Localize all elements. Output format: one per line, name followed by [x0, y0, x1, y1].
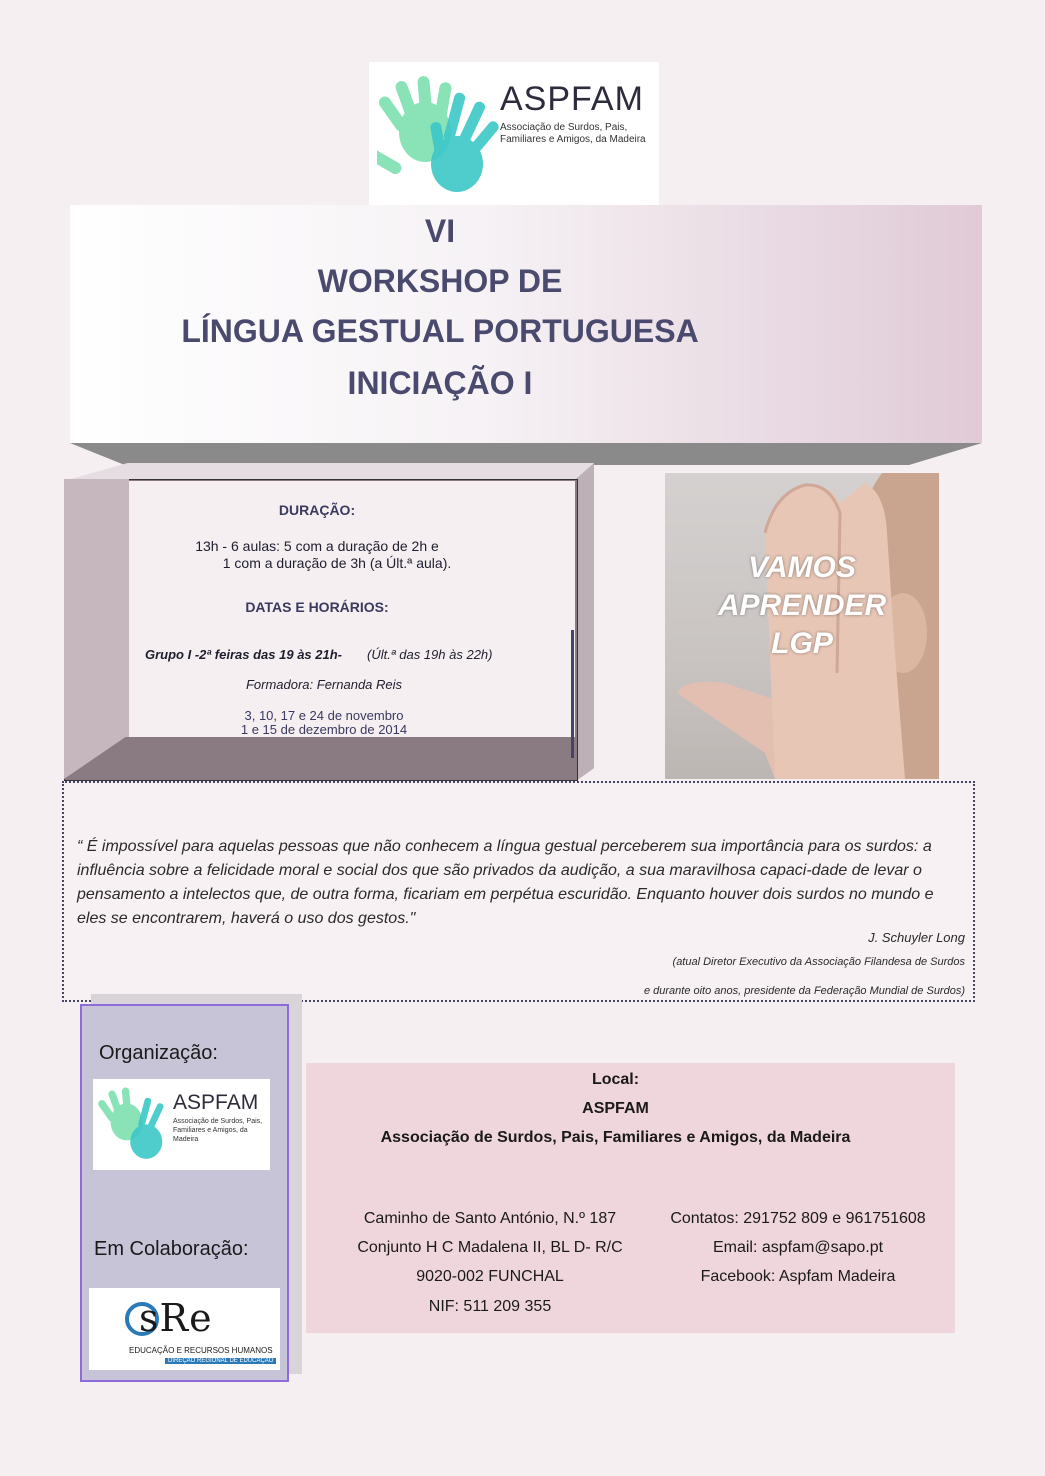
small-hands-icon [97, 1085, 177, 1165]
photo-text-1: VAMOS [748, 551, 856, 584]
logo-subtitle: Associação de Surdos, Pais, Familiares e Amigos, da Madeira [500, 122, 646, 145]
info-box-left-face [64, 479, 129, 779]
title-edition: VI [424, 213, 456, 249]
info-box-side-face [576, 463, 594, 781]
photo-text-2: APRENDER [717, 589, 887, 622]
title-language: LÍNGUA GESTUAL PORTUGUESA [181, 313, 699, 349]
duration-line-2: 1 com a duração de 3h (a Últ.ª aula). [222, 555, 452, 571]
location-full-name: Associação de Surdos, Pais, Familiares e Amigos, da Madeira [380, 1129, 851, 1146]
info-box-content [129, 481, 575, 737]
collaboration-label: Em Colaboração: [94, 1238, 249, 1260]
duration-line-1: 13h - 6 aulas: 5 com a duração de 2h e [195, 538, 439, 554]
quote-author: J. Schuyler Long [868, 930, 965, 945]
address-line-2: Conjunto H C Madalena II, BL D- R/C [357, 1239, 623, 1256]
title-level: INICIAÇÃO I [347, 365, 533, 401]
quote-text: “ É impossível para aquelas pessoas que não conhecem a língua gestual perceberem sua importância para os surdos: a influência sobre a felicidade moral e social dos que são privados da audição, a sua maravilhosa capaci-dade de levar o pensamento a intelectos que, de outra forma, ficariam em perpétua escuridão. Enquanto houver dois surdos no mundo e eles se encontrarem, haverá o uso dos gestos." [77, 838, 934, 927]
duration-heading: DURAÇÃO: [278, 502, 356, 518]
email[interactable]: Email: aspfam@sapo.pt [712, 1239, 884, 1256]
quote-author-role-2: e durante oito anos, presidente da Federação Mundial de Surdos) [643, 985, 965, 997]
facebook[interactable]: Facebook: Aspfam Madeira [700, 1268, 896, 1285]
title-banner [70, 205, 982, 443]
info-accent-bar [571, 630, 574, 758]
aspfam-logo [369, 62, 659, 207]
hand-ear-photo [665, 473, 939, 779]
trainer: Formadora: Fernanda Reis [245, 677, 403, 692]
title-workshop: WORKSHOP DE [317, 263, 563, 299]
organization-logo-name: ASPFAM [173, 1091, 259, 1114]
schedule-heading: DATAS E HORÁRIOS: [245, 599, 389, 615]
info-box-floor [64, 737, 576, 779]
quote-box [62, 781, 975, 1002]
organization-label: Organização: [99, 1042, 218, 1064]
sre-logo-line-1: EDUCAÇÃO E RECURSOS HUMANOS [129, 1346, 273, 1355]
organization-logo-subtitle: Associação de Surdos, Pais, Familiares e Amigos, da Madeira [173, 1118, 263, 1143]
sre-logo-text: sRe [139, 1296, 213, 1340]
location-name: ASPFAM [582, 1100, 649, 1117]
dates-line-1: 3, 10, 17 e 24 de novembro [244, 708, 404, 723]
sre-logo [89, 1288, 280, 1370]
location-heading: Local: [591, 1071, 640, 1088]
sre-logo-line-2: DIREÇÃO REGIONAL DE EDUCAÇÃO [165, 1358, 276, 1364]
address-line-3: 9020-002 FUNCHAL [416, 1268, 564, 1285]
nif: NIF: 511 209 355 [428, 1298, 552, 1315]
address-line-1: Caminho de Santo António, N.º 187 [363, 1210, 617, 1227]
title-banner-shadow [70, 443, 982, 465]
contacts: Contatos: 291752 809 e 961751608 [670, 1210, 926, 1227]
photo-text-3: LGP [771, 627, 833, 660]
group-schedule: Grupo I -2ª feiras das 19 às 21h- [145, 647, 342, 662]
organization-panel [80, 1004, 289, 1382]
dates-line-2: 1 e 15 de dezembro de 2014 [240, 722, 408, 737]
location-box [306, 1063, 955, 1333]
organization-logo [93, 1079, 270, 1170]
quote-author-role-1: (atual Diretor Executivo da Associação Filandesa de Surdos [672, 956, 965, 968]
hand-ear-illustration [665, 473, 939, 779]
group-schedule-note: (Últ.ª das 19h às 22h) [367, 647, 493, 662]
hands-icon [377, 72, 507, 202]
logo-name: ASPFAM [500, 80, 644, 118]
